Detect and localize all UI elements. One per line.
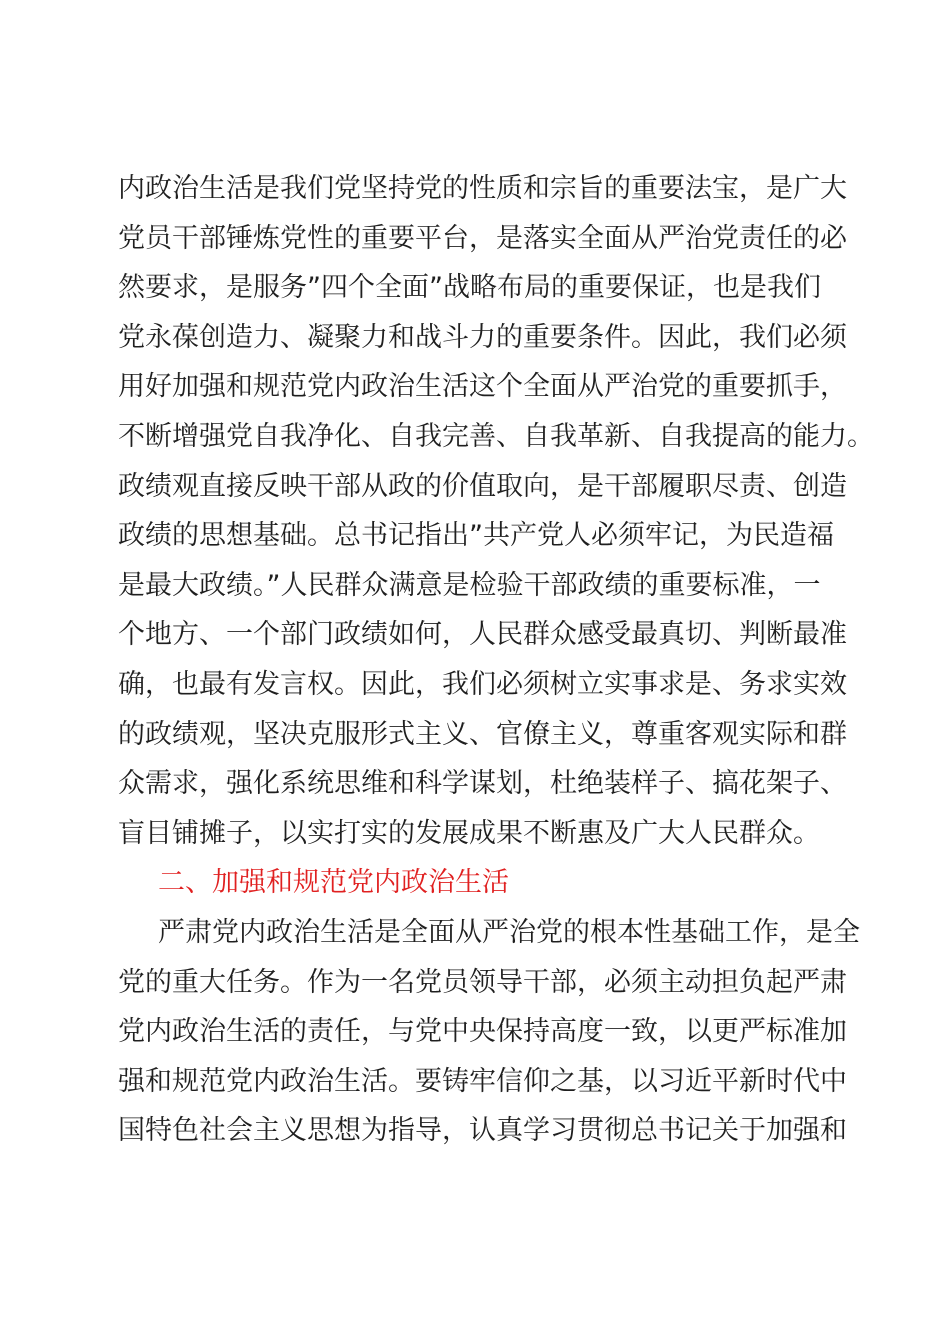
paragraph-line: 党内政治生活的责任，与党中央保持高度一致，以更严标准加	[118, 1016, 847, 1048]
paragraph-line: 用好加强和规范党内政治生活这个全面从严治党的重要抓手，	[118, 371, 847, 403]
paragraph-line: 政绩观直接反映干部从政的价值取向，是干部履职尽责、创造	[118, 470, 847, 502]
section-heading: 二、加强和规范党内政治生活	[158, 867, 509, 899]
paragraph-line: 盲目铺摊子，以实打实的发展成果不断惠及广大人民群众。	[118, 817, 820, 849]
paragraph-line: 强和规范党内政治生活。要铸牢信仰之基，以习近平新时代中	[118, 1065, 847, 1097]
paragraph-line: 个地方、一个部门政绩如何，人民群众感受最真切、判断最准	[118, 619, 847, 651]
paragraph-line: 然要求，是服务”四个全面”战略布局的重要保证，也是我们	[118, 272, 821, 304]
paragraph-line: 内政治生活是我们党坚持党的性质和宗旨的重要法宝，是广大	[118, 173, 847, 204]
paragraph-line: 党的重大任务。作为一名党员领导干部，必须主动担负起严肃	[118, 966, 847, 998]
paragraph-line: 严肃党内政治生活是全面从严治党的根本性基础工作，是全	[158, 916, 860, 948]
document-body	[118, 164, 874, 1156]
paragraph-line: 确，也最有发言权。因此，我们必须树立实事求是、务求实效	[118, 668, 847, 700]
paragraph-line: 众需求，强化系统思维和科学谋划，杜绝装样子、搞花架子、	[118, 768, 847, 800]
paragraph-line: 政绩的思想基础。总书记指出”共产党人必须牢记，为民造福	[118, 520, 834, 552]
paragraph-line: 国特色社会主义思想为指导，认真学习贯彻总书记关于加强和	[118, 1115, 847, 1147]
paragraph-line: 的政绩观，坚决克服形式主义、官僚主义，尊重客观实际和群	[118, 718, 847, 750]
paragraph-line: 不断增强党自我净化、自我完善、自我革新、自我提高的能力。	[118, 420, 874, 452]
paragraph-line: 是最大政绩。”人民群众满意是检验干部政绩的重要标准，一	[118, 569, 821, 601]
paragraph-line: 党永葆创造力、凝聚力和战斗力的重要条件。因此，我们必须	[118, 321, 847, 353]
paragraph-line: 党员干部锤炼党性的重要平台，是落实全面从严治党责任的必	[118, 222, 847, 254]
